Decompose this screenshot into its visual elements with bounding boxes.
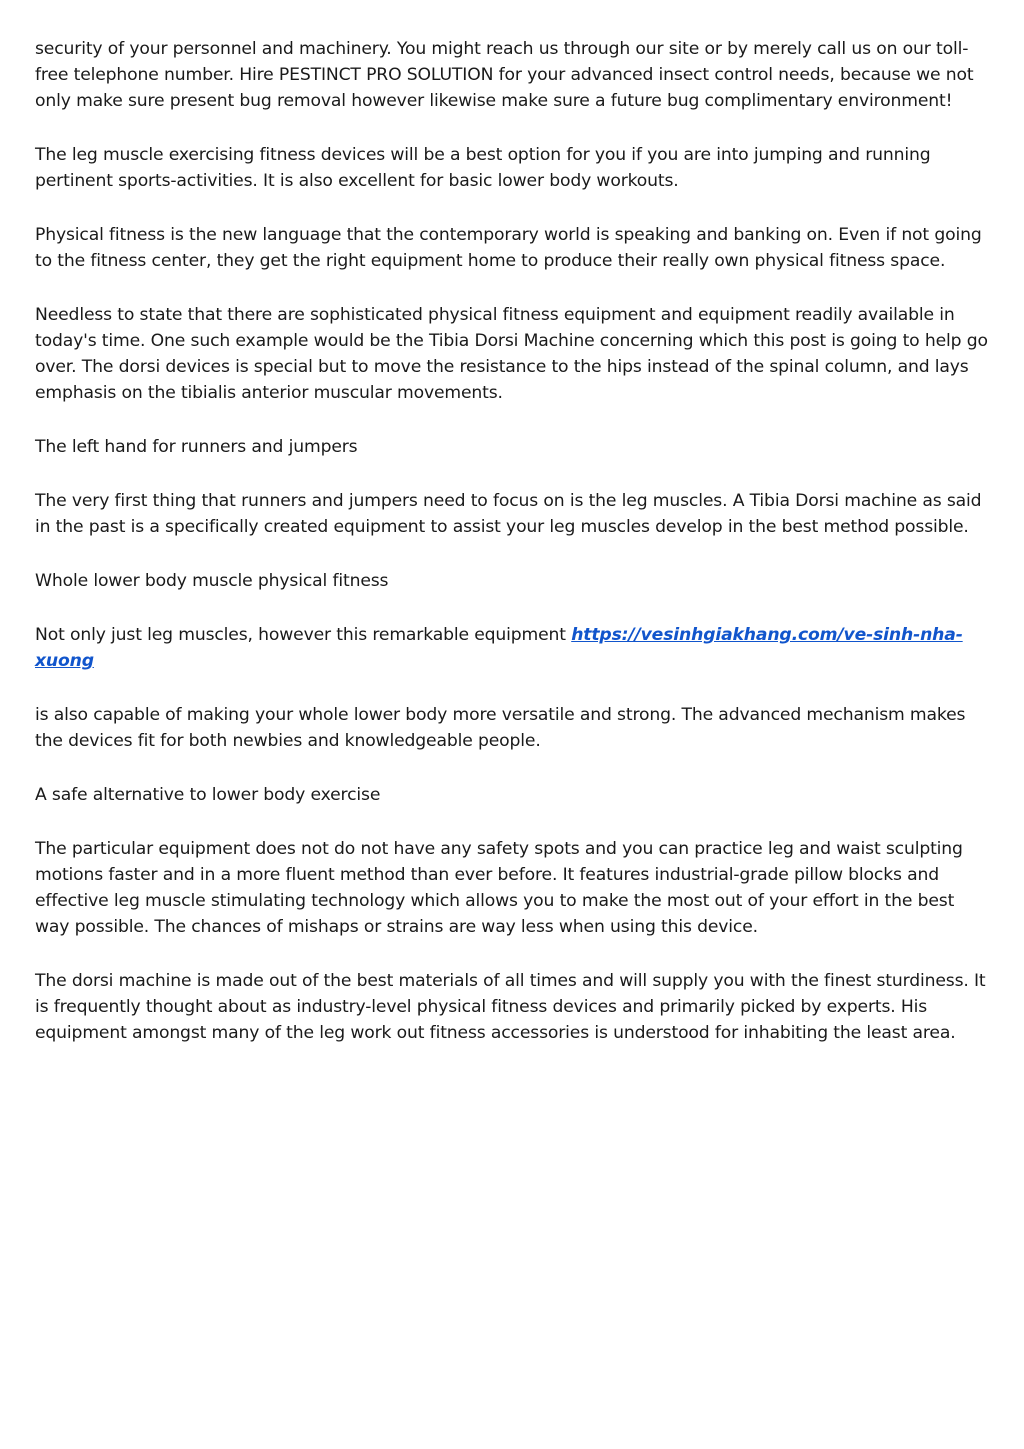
paragraph: The dorsi machine is made out of the best materials of all times and will supply you with the finest sturdiness. It is frequently thought about as industry-level physical fitness devices and primarily picked by experts. His equipment amongst many of the leg work out fitness accessories is understood for inhabiting the least area.: [35, 971, 986, 1043]
paragraph: The particular equipment does not do not have any safety spots and you can practice leg and waist sculpting motions faster and in a more fluent method than ever before. It features industrial-grade pillow blocks and effective leg muscle stimulating technology which allows you to make the most out of your effort in the best way possible. The chances of mishaps or strains are way less when using this device.: [35, 839, 963, 937]
section-heading: The left hand for runners and jumpers: [35, 437, 358, 457]
paragraph: Physical fitness is the new language that the contemporary world is speaking and banking on. Even if not going to the fitness center, they get the right equipment home to produce their really own physical fitness space.: [35, 225, 982, 271]
paragraph: is also capable of making your whole lower body more versatile and strong. The advanced mechanism makes the devices fit for both newbies and knowledgeable people.: [35, 705, 966, 751]
link-paragraph: [35, 622, 990, 674]
external-link[interactable]: https://vesinhgiakhang.com/ve-sinh-nha-xuong: [35, 625, 963, 671]
paragraph: The very first thing that runners and jumpers need to focus on is the leg muscles. A Tibia Dorsi machine as said in the past is a specifically created equipment to assist your leg muscles develop in the best method possible.: [35, 491, 982, 537]
paragraph: The leg muscle exercising fitness devices will be a best option for you if you are into jumping and running pertinent sports-activities. It is also excellent for basic lower body workouts.: [35, 145, 931, 191]
paragraph: Needless to state that there are sophisticated physical fitness equipment and equipment readily available in today's time. One such example would be the Tibia Dorsi Machine concerning which this post is going to help go over. The dorsi devices is special but to move the resistance to the hips instead of the spinal column, and lays emphasis on the tibialis anterior muscular movements.: [35, 305, 988, 403]
section-heading: A safe alternative to lower body exercise: [35, 785, 381, 805]
paragraph: security of your personnel and machinery. You might reach us through our site or by merely call us on our toll-free telephone number. Hire PESTINCT PRO SOLUTION for your advanced insect control needs, because we not only make sure present bug removal however likewise make sure a future bug complimentary environment!: [35, 39, 974, 111]
link-paragraph-text: Not only just leg muscles, however this remarkable equipment: [35, 625, 572, 645]
section-heading: Whole lower body muscle physical fitness: [35, 571, 389, 591]
